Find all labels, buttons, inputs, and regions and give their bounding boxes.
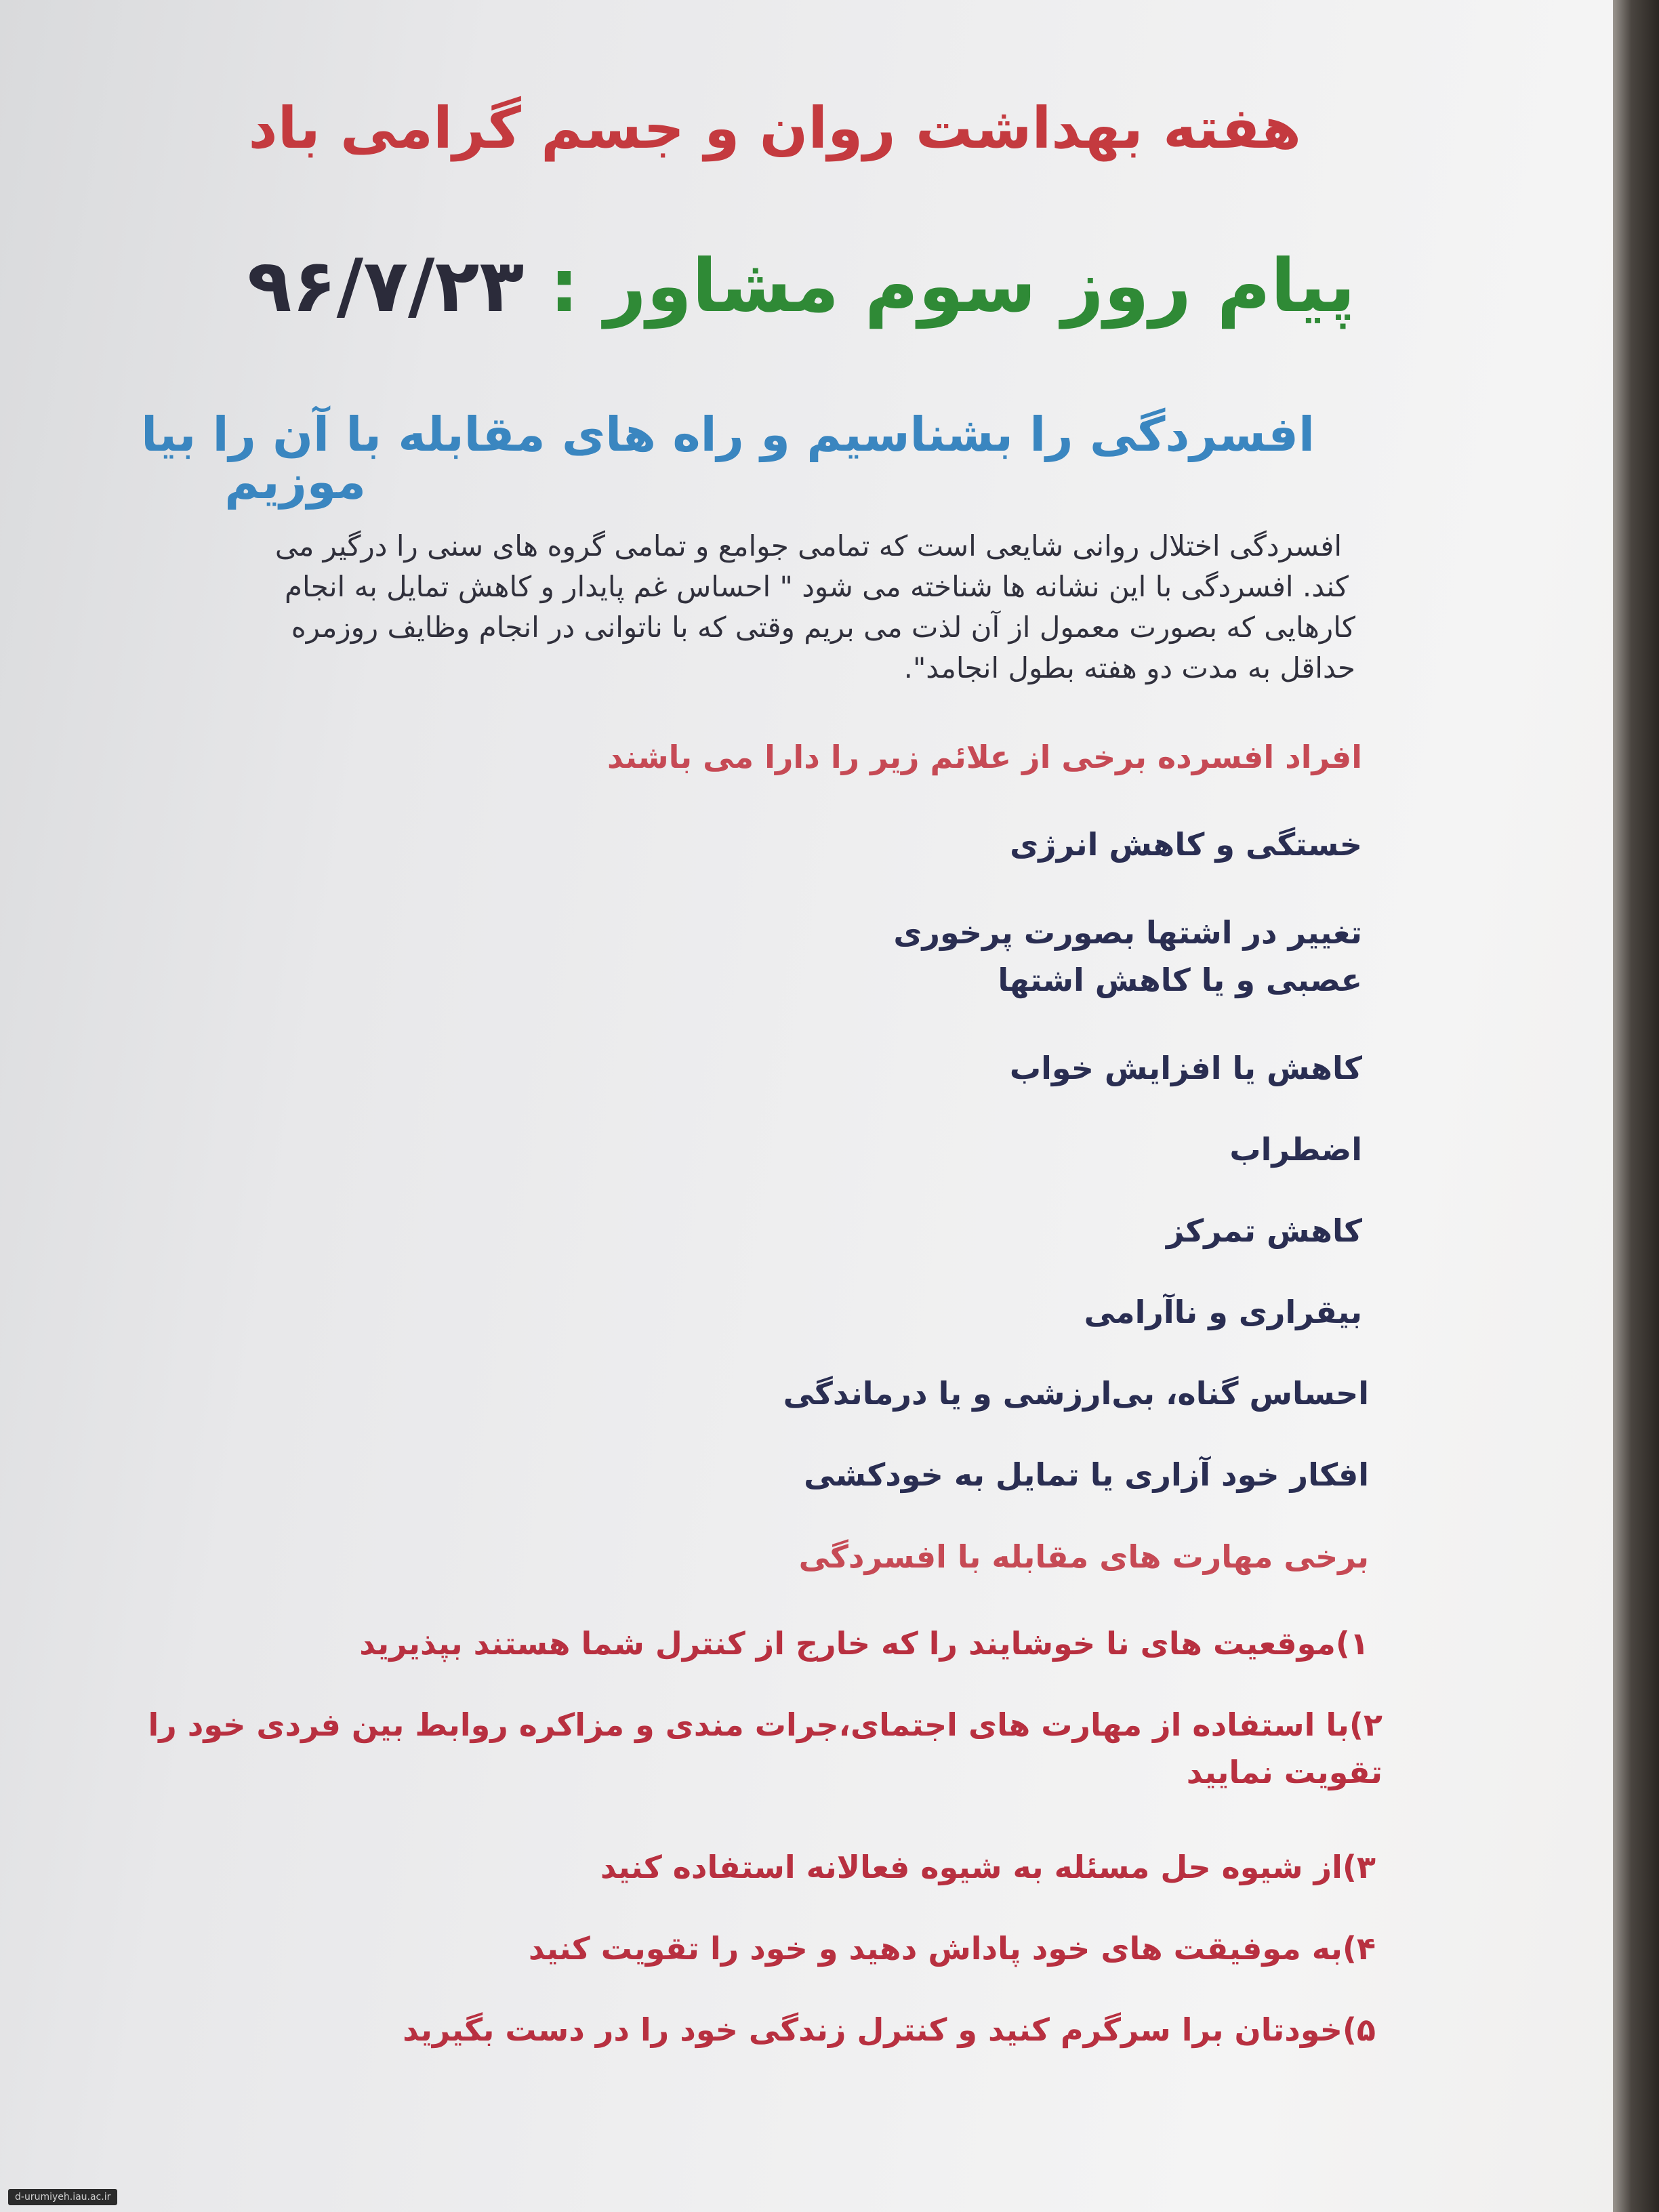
- poster-subheadline: [247, 244, 1355, 329]
- skill-item: ۴)به موفیقت های خود پاداش دهید و خود را تقویت کنید: [528, 1930, 1376, 1967]
- paper-edge-shadow: [1613, 0, 1659, 2212]
- symptom-item: احساس گناه، بی‌ارزشی و یا درماندگی: [783, 1375, 1369, 1412]
- skill-item: ۵)خودتان برا سرگرم کنید و کنترل زندگی خود را در دست بگیرید: [403, 2011, 1376, 2048]
- section-title-line1: افسردگی را بشناسیم و راه های مقابله با آن را بیا: [141, 407, 1315, 462]
- symptom-item: اضطراب: [1229, 1131, 1362, 1168]
- skills-heading: برخی مهارت های مقابله با افسردگی: [798, 1538, 1369, 1575]
- symptom-item: عصبی و یا کاهش اشتها: [998, 962, 1362, 998]
- symptom-item: خستگی و کاهش انرژی: [1010, 826, 1362, 863]
- skill-item: ۲)با استفاده از مهارت های اجتمای،جرات مندی و مزاکره روابط بین فردی خود را: [148, 1706, 1382, 1743]
- symptom-item: افکار خود آزاری یا تمایل به خودکشی: [804, 1456, 1369, 1493]
- intro-line-4: حداقل به مدت دو هفته بطول انجامد".: [903, 651, 1355, 684]
- poster-headline: هفته بهداشت روان و جسم گرامی باد: [248, 95, 1301, 161]
- skill-item: ۱)موقعیت های نا خوشایند را که خارج از کنترل شما هستند بپذیرید: [359, 1625, 1369, 1662]
- symptom-item: کاهش یا افزایش خواب: [1009, 1050, 1362, 1086]
- symptoms-heading: افراد افسرده برخی از علائم زیر را دارا می باشند: [607, 739, 1362, 775]
- skill-item: تقویت نمایید: [1186, 1754, 1382, 1790]
- section-title-line2: موزیم: [224, 454, 366, 510]
- symptom-item: تغییر در اشتها بصورت پرخوری: [893, 914, 1362, 951]
- symptom-item: بیقراری و ناآرامی: [1084, 1294, 1362, 1330]
- skill-item: ۳)از شیوه حل مسئله به شیوه فعالانه استفاده کنید: [600, 1849, 1376, 1885]
- subheadline-main: پیام روز سوم مشاور :: [549, 244, 1355, 329]
- intro-line-3: کارهایی که بصورت معمول از آن لذت می بریم وقتی که با ناتوانی در انجام وظایف روزمره: [291, 611, 1355, 644]
- intro-line-2: کند. افسردگی با این نشانه ها شناخته می شود " احساس غم پایدار و کاهش تمایل به انجام: [284, 570, 1349, 603]
- subheadline-date: ۹۶/۷/۲۳: [247, 244, 525, 329]
- site-watermark: d-urumiyeh.iau.ac.ir: [8, 2189, 117, 2205]
- intro-line-1: افسردگی اختلال روانی شایعی است که تمامی جوامع و تمامی گروه های سنی را درگیر می: [274, 529, 1342, 562]
- symptom-item: کاهش تمرکز: [1166, 1212, 1362, 1249]
